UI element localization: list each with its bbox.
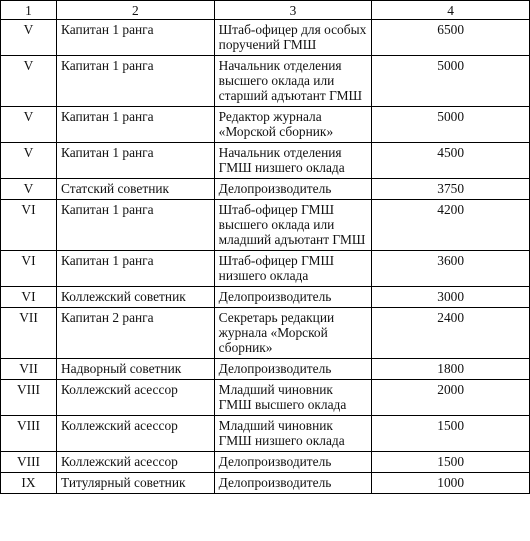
rank-cell: V xyxy=(1,107,57,143)
title-cell: Статский советник xyxy=(57,179,215,200)
position-cell: Штаб-офицер ГМШ низшего оклада xyxy=(214,251,372,287)
salary-cell: 2400 xyxy=(372,308,530,359)
title-cell: Капитан 1 ранга xyxy=(57,143,215,179)
rank-cell: V xyxy=(1,143,57,179)
header-col-4: 4 xyxy=(372,1,530,20)
rank-cell: VIII xyxy=(1,416,57,452)
salary-cell: 5000 xyxy=(372,107,530,143)
salary-cell: 4200 xyxy=(372,200,530,251)
table-row xyxy=(1,179,530,200)
title-cell: Коллежский асессор xyxy=(57,380,215,416)
table-row xyxy=(1,416,530,452)
position-cell: Делопроизводитель xyxy=(214,359,372,380)
title-cell: Капитан 1 ранга xyxy=(57,107,215,143)
position-cell: Начальник отделения ГМШ низшего оклада xyxy=(214,143,372,179)
title-cell: Коллежский асессор xyxy=(57,416,215,452)
table-row xyxy=(1,380,530,416)
table-row xyxy=(1,359,530,380)
table-row xyxy=(1,308,530,359)
table-row xyxy=(1,287,530,308)
table-row xyxy=(1,251,530,287)
rank-cell: VII xyxy=(1,359,57,380)
table-row xyxy=(1,143,530,179)
table-row xyxy=(1,473,530,494)
table-row xyxy=(1,200,530,251)
position-cell: Делопроизводитель xyxy=(214,452,372,473)
position-cell: Редактор журнала «Морской сборник» xyxy=(214,107,372,143)
title-cell: Капитан 1 ранга xyxy=(57,56,215,107)
position-cell: Делопроизводитель xyxy=(214,287,372,308)
title-cell: Титулярный советник xyxy=(57,473,215,494)
table-row xyxy=(1,20,530,56)
salary-cell: 5000 xyxy=(372,56,530,107)
salary-cell: 1000 xyxy=(372,473,530,494)
salary-cell: 1500 xyxy=(372,452,530,473)
salary-cell: 6500 xyxy=(372,20,530,56)
table-row xyxy=(1,107,530,143)
rank-cell: VI xyxy=(1,287,57,308)
rank-cell: VIII xyxy=(1,452,57,473)
position-cell: Секретарь редакции журнала «Морской сборник» xyxy=(214,308,372,359)
table-body xyxy=(1,1,530,494)
salary-cell: 1500 xyxy=(372,416,530,452)
salary-cell: 3600 xyxy=(372,251,530,287)
rank-cell: VI xyxy=(1,251,57,287)
position-cell: Младший чиновник ГМШ высшего оклада xyxy=(214,380,372,416)
title-cell: Капитан 2 ранга xyxy=(57,308,215,359)
salary-cell: 4500 xyxy=(372,143,530,179)
table-row xyxy=(1,56,530,107)
position-cell: Начальник отделения высшего оклада или старший адъютант ГМШ xyxy=(214,56,372,107)
title-cell: Коллежский советник xyxy=(57,287,215,308)
rank-cell: V xyxy=(1,20,57,56)
position-cell: Штаб-офицер ГМШ высшего оклада или младший адъютант ГМШ xyxy=(214,200,372,251)
header-col-1: 1 xyxy=(1,1,57,20)
salary-cell: 1800 xyxy=(372,359,530,380)
rank-cell: VII xyxy=(1,308,57,359)
table-row xyxy=(1,452,530,473)
header-col-3: 3 xyxy=(214,1,372,20)
rank-cell: VIII xyxy=(1,380,57,416)
title-cell: Капитан 1 ранга xyxy=(57,251,215,287)
rank-cell: V xyxy=(1,179,57,200)
title-cell: Коллежский асессор xyxy=(57,452,215,473)
salary-cell: 3000 xyxy=(372,287,530,308)
position-cell: Штаб-офицер для особых поручений ГМШ xyxy=(214,20,372,56)
position-cell: Делопроизводитель xyxy=(214,179,372,200)
rank-cell: VI xyxy=(1,200,57,251)
rank-cell: V xyxy=(1,56,57,107)
title-cell: Капитан 1 ранга xyxy=(57,200,215,251)
title-cell: Капитан 1 ранга xyxy=(57,20,215,56)
title-cell: Надворный советник xyxy=(57,359,215,380)
position-cell: Младший чиновник ГМШ низшего оклада xyxy=(214,416,372,452)
header-row xyxy=(1,1,530,20)
header-col-2: 2 xyxy=(57,1,215,20)
position-cell: Делопроизводитель xyxy=(214,473,372,494)
rank-cell: IX xyxy=(1,473,57,494)
salary-cell: 2000 xyxy=(372,380,530,416)
salary-cell: 3750 xyxy=(372,179,530,200)
